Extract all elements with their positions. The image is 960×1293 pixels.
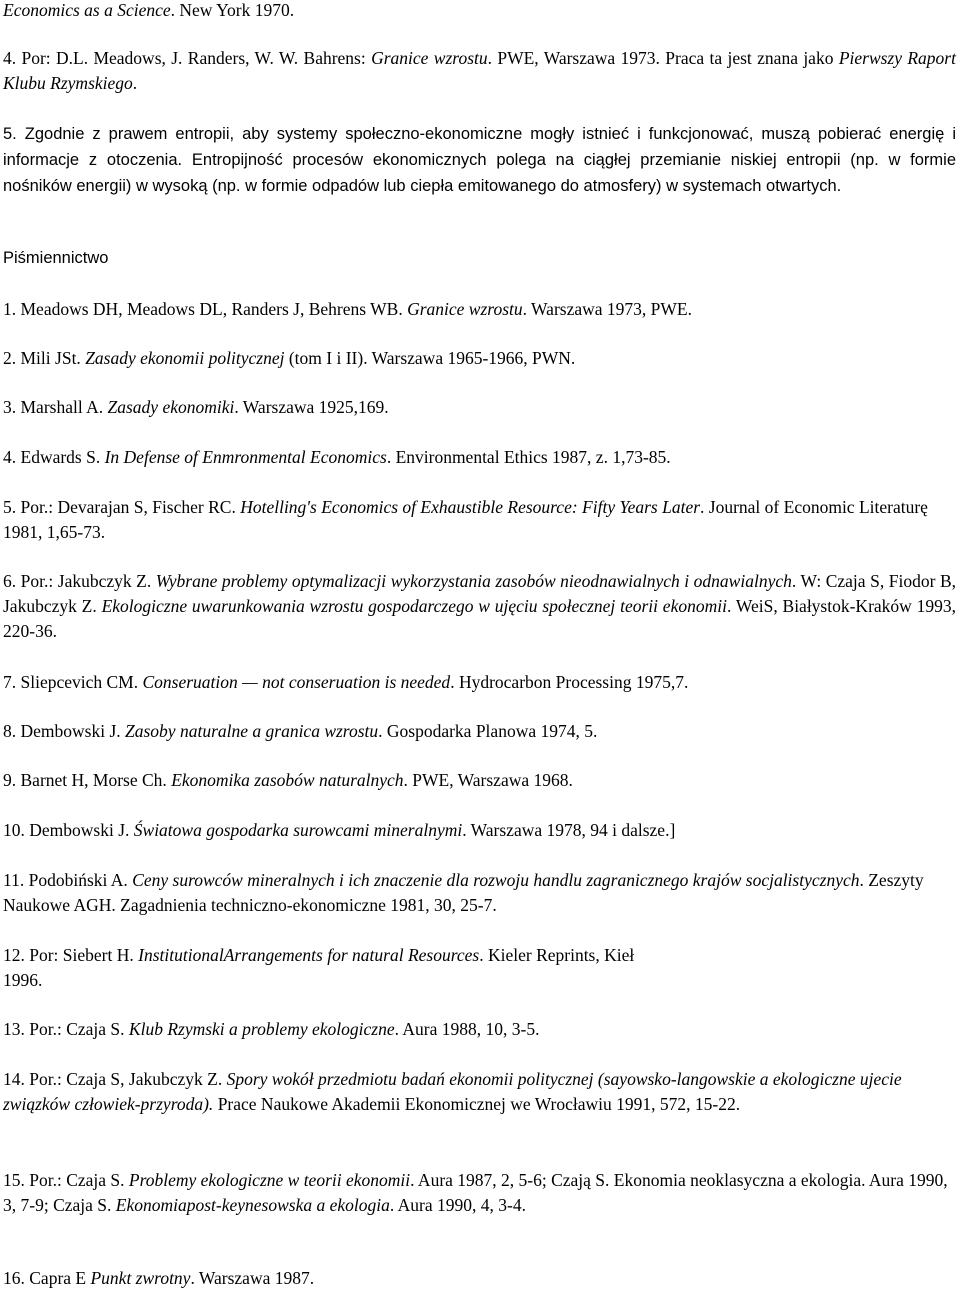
reference-11: 11. Podobiński A. Ceny surowców mineralnych i ich znaczenie dla rozwoju handlu zagranicznego krajów socjalistycznych. Zeszyty Naukowe AGH. Zagadnienia techniczno-ekonomiczne 1981, 30, 25-7. [3, 870, 924, 915]
reference-13: 13. Por.: Czaja S. Klub Rzymski a problemy ekologiczne. Aura 1988, 10, 3-5. [3, 1019, 540, 1039]
reference-3: 3. Marshall A. Zasady ekonomiki. Warszawa 1925,169. [3, 397, 389, 417]
section-heading: Piśmiennictwo [3, 249, 109, 267]
reference-7: 7. Sliepcevich CM. Conseruation — not conseruation is needed. Hydrocarbon Processing 1975,7. [3, 672, 689, 692]
reference-8: 8. Dembowski J. Zasoby naturalne a granica wzrostu. Gospodarka Planowa 1974, 5. [3, 721, 598, 741]
reference-15: 15. Por.: Czaja S. Problemy ekologiczne w teorii ekonomii. Aura 1987, 2, 5-6; Czają S. Ekonomia neoklasyczna a ekologia. Aura 1990, 3, 7-9; Czaja S. Ekonomiapost-keynesowska a ekologia. Aura 1990, 4, 3-4. [3, 1170, 948, 1215]
reference-5: 5. Por.: Devarajan S, Fischer RC. Hotelling's Economics of Exhaustible Resource: Fifty Years Later. Journal of Economic Literaturę 1981, 1,65-73. [3, 497, 928, 542]
reference-2: 2. Mili JSt. Zasady ekonomii politycznej (tom I i II). Warszawa 1965-1966, PWN. [3, 348, 576, 368]
reference-1: 1. Meadows DH, Meadows DL, Randers J, Behrens WB. Granice wzrostu. Warszawa 1973, PWE. [3, 299, 692, 319]
footnote-5: 5. Zgodnie z prawem entropii, aby systemy społeczno-ekonomiczne mogły istnieć i funkcjonować, muszą pobierać energię i informacje z otoczenia. Entropijność procesów ekonomicznych polega na ciągłej przemianie niskiej entropii (np. w formie nośników energii) w wysoką (np. w formie odpadów lub ciepła emitowanego do atmosfery) w systemach otwartych. [3, 125, 957, 195]
reference-12: 12. Por: Siebert H. InstitutionalArrangements for natural Resources. Kieler Reprints, Kieł 1996. [3, 945, 635, 990]
reference-16: 16. Capra E Punkt zwrotny. Warszawa 1987. [3, 1268, 315, 1288]
reference-10: 10. Dembowski J. Światowa gospodarka surowcami mineralnymi. Warszawa 1978, 94 i dalsze.] [3, 820, 676, 840]
footnote-3-tail: Economics as a Science. New York 1970. [3, 0, 295, 20]
reference-6: 6. Por.: Jakubczyk Z. Wybrane problemy optymalizacji wykorzystania zasobów nieodnawialnych i odnawialnych. W: Czaja S, Fiodor B, Jakubczyk Z. Ekologiczne uwarunkowania wzrostu gospodarczego w ujęciu społecznej teorii ekonomii. WeiS, Białystok-Kraków 1993, 220-36. [3, 571, 956, 641]
footnote-4: 4. Por: D.L. Meadows, J. Randers, W. W. Bahrens: Granice wzrostu. PWE, Warszawa 1973. Praca ta jest znana jako Pierwszy Raport Klubu Rzymskiego. [3, 48, 956, 93]
reference-4: 4. Edwards S. In Defense of Enmronmental Economics. Environmental Ethics 1987, z. 1,73-85. [3, 447, 671, 467]
reference-9: 9. Barnet H, Morse Ch. Ekonomika zasobów naturalnych. PWE, Warszawa 1968. [3, 770, 573, 790]
reference-14: 14. Por.: Czaja S, Jakubczyk Z. Spory wokół przedmiotu badań ekonomii politycznej (sayowsko-langowskie a ekologiczne ujecie związków człowiek-przyroda). Prace Naukowe Akademii Ekonomicznej we Wrocławiu 1991, 572, 15-22. [3, 1069, 902, 1114]
